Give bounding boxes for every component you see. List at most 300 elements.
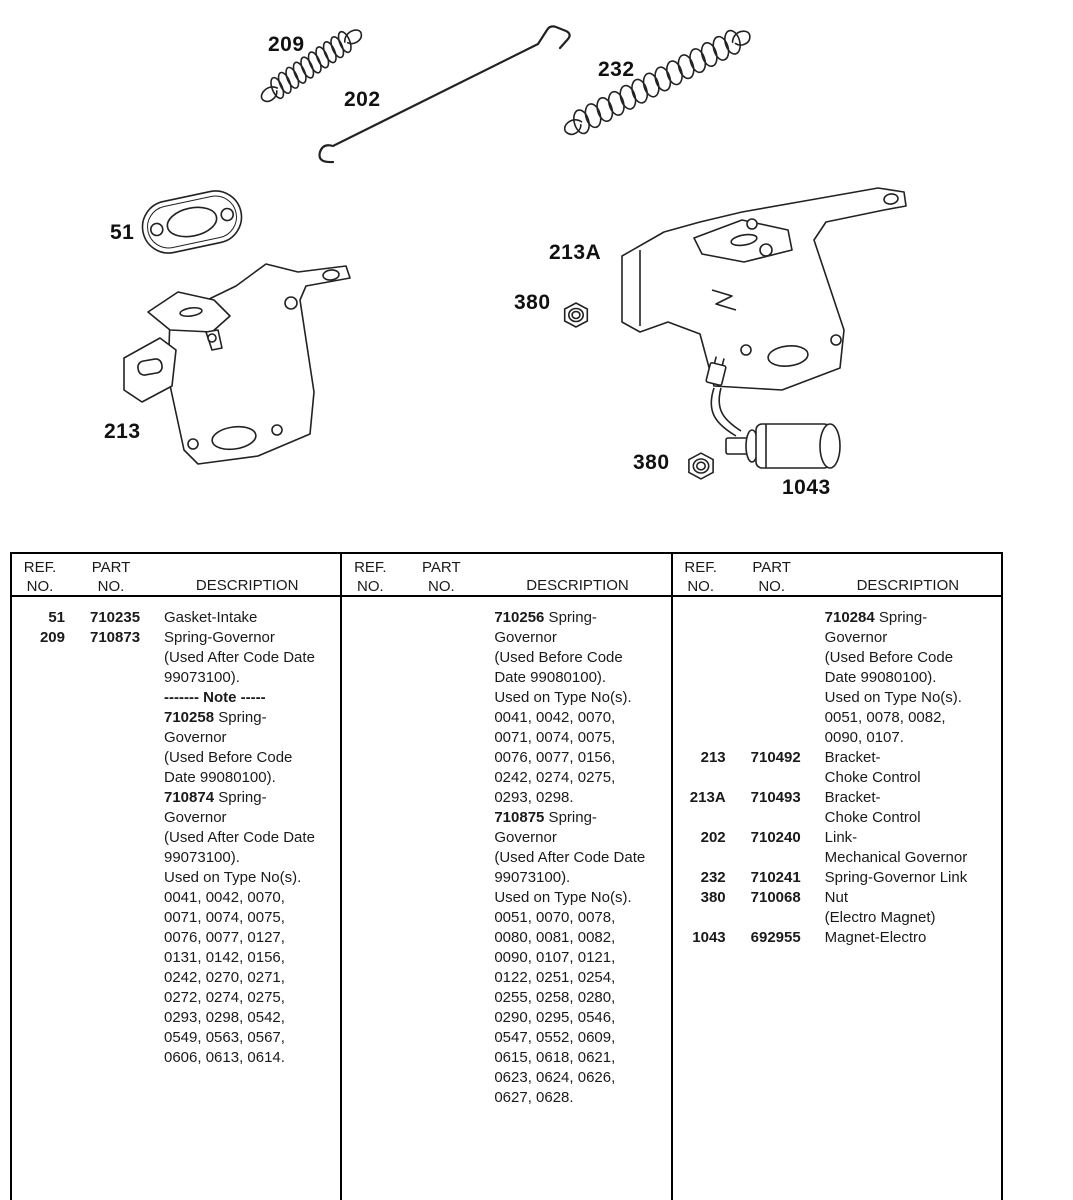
description: 0242, 0274, 0275, [494,769,616,786]
header-ref-line1: REF. [23,559,57,576]
table-row [12,988,340,1008]
ref-no [342,1068,398,1088]
ref-no [342,608,398,628]
description: Governor [164,809,227,826]
table-row [342,828,670,848]
part-no [398,688,484,708]
part-no [729,608,815,628]
description: 0627, 0628. [494,1089,574,1106]
ref-no [673,768,729,788]
table-row [673,708,1001,728]
part-no [398,988,484,1008]
table-row [342,748,670,768]
table-row [673,808,1001,828]
ref-no [342,788,398,808]
table-row [342,928,670,948]
part-no [68,768,154,788]
table-row [673,608,1001,628]
ref-no: 213A [689,789,726,806]
part-label-380-lower: 380 [633,451,670,474]
part-no [729,688,815,708]
description: (Used Before Code [824,649,954,666]
description: Choke Control [824,769,921,786]
table-row [342,1028,670,1048]
part-no [398,1048,484,1068]
description: Choke Control [824,809,921,826]
part-label-213: 213 [104,420,141,443]
part-no [398,868,484,888]
description: Date 99080100). [164,769,276,786]
table-row [342,868,670,888]
description: 710256 Spring- [494,609,597,626]
ref-no [12,808,68,828]
table-row [342,848,670,868]
description: 0051, 0078, 0082, [824,709,946,726]
description: 99073100). [494,869,571,886]
ref-no [12,908,68,928]
table-row [673,768,1001,788]
ref-no [673,688,729,708]
part-no [398,828,484,848]
header-ref-no [342,558,398,596]
table-row [12,948,340,968]
description: 710284 Spring- [824,609,928,626]
description: 0615, 0618, 0621, [494,1049,616,1066]
table-row [342,768,670,788]
part-no [68,1048,154,1068]
description: 0606, 0613, 0614. [164,1049,285,1066]
part-no [729,908,815,928]
description: Date 99080100). [824,669,937,686]
description: Link- [824,829,858,846]
table-row [12,788,340,808]
nut-380-lower-drawing [689,453,713,479]
description: 0041, 0042, 0070, [494,709,616,726]
part-label-51: 51 [110,221,135,244]
description: 0131, 0142, 0156, [164,949,285,966]
table-row [342,728,670,748]
ref-no: 51 [48,609,65,626]
table-row [673,688,1001,708]
description: 0090, 0107. [824,729,904,746]
part-no [398,668,484,688]
description: 0623, 0624, 0626, [494,1069,616,1086]
part-label-209: 209 [268,33,305,56]
ref-no [673,728,729,748]
part-no [68,728,154,748]
table-row [342,948,670,968]
part-no: 710240 [750,829,801,846]
header-part-no [729,558,815,596]
table-row [673,908,1001,928]
description: Gasket-Intake [164,609,258,626]
table-row [342,648,670,668]
header-part-line1: PART [422,559,461,576]
part-no: 692955 [750,929,801,946]
table-row [673,788,1001,808]
header-part-line1: PART [752,559,791,576]
description: 710875 Spring- [494,809,597,826]
ref-no [12,708,68,728]
ref-no: 1043 [692,929,726,946]
table-row [342,1008,670,1028]
ref-no [12,848,68,868]
ref-no [342,708,398,728]
ref-no [342,948,398,968]
ref-no [12,788,68,808]
part-no [729,648,815,668]
table-row [342,608,670,628]
part-no [68,828,154,848]
part-no: 710068 [750,889,801,906]
ref-no [342,908,398,928]
gasket-51-drawing [138,186,247,258]
description: 0122, 0251, 0254, [494,969,616,986]
ref-no: 209 [39,629,65,646]
table-row [342,708,670,728]
table-row [12,908,340,928]
ref-no [12,1028,68,1048]
part-no [398,608,484,628]
description: 0549, 0563, 0567, [164,1029,285,1046]
description: Governor [494,629,557,646]
table-row [342,668,670,688]
part-no [398,948,484,968]
table-row [342,988,670,1008]
part-no [68,988,154,1008]
ref-no [12,728,68,748]
ref-no [673,708,729,728]
table-row [342,1088,670,1108]
part-no [398,768,484,788]
ref-no: 380 [700,889,726,906]
part-no [68,1008,154,1028]
header-ref-line1: REF. [354,559,387,576]
bracket-213a-drawing [622,188,906,390]
parts-column [673,597,1001,948]
ref-no [12,1008,68,1028]
table-row [673,648,1001,668]
header-part-line1: PART [91,559,131,576]
table-row [673,888,1001,908]
ref-no [673,668,729,688]
bracket-213-drawing [124,264,350,464]
ref-no [342,888,398,908]
parts-column [342,597,670,1108]
header-part-line2: NO. [758,578,785,595]
description: 0041, 0042, 0070, [164,889,285,906]
description: Spring-Governor Link [824,869,968,886]
table-row [12,668,340,688]
description: 0071, 0074, 0075, [494,729,616,746]
description: 710874 Spring- [164,789,267,806]
part-no: 710873 [90,629,141,646]
ref-no [673,628,729,648]
part-no [398,848,484,868]
ref-no [342,668,398,688]
part-no [68,888,154,908]
description: 0071, 0074, 0075, [164,909,285,926]
ref-no [342,928,398,948]
part-no [398,708,484,728]
part-no: 710492 [750,749,801,766]
ref-no [12,948,68,968]
table-row [12,828,340,848]
part-no: 710493 [750,789,801,806]
description: Used on Type No(s). [824,689,962,706]
table-row [673,868,1001,888]
ref-no [673,808,729,828]
table-row [673,828,1001,848]
description: Governor [164,729,227,746]
ref-no [342,868,398,888]
part-no: 710241 [750,869,801,886]
header-part-line2: NO. [427,578,455,595]
description: 0090, 0107, 0121, [494,949,616,966]
ref-no [342,968,398,988]
part-label-213a: 213A [549,241,602,264]
ref-no [673,648,729,668]
part-no [398,888,484,908]
table-row [12,1008,340,1028]
part-no [68,848,154,868]
table-row [12,688,340,708]
ref-no [342,808,398,828]
table-row [342,968,670,988]
description: (Used Before Code [494,649,623,666]
part-no [398,908,484,928]
description: 99073100). [164,849,240,866]
part-no [68,708,154,728]
part-no [398,728,484,748]
description: Governor [824,629,888,646]
ref-no [673,848,729,868]
table-row [342,1048,670,1068]
ref-no [673,908,729,928]
ref-no [342,688,398,708]
part-no [68,808,154,828]
header-ref-no [673,558,729,596]
header-part-no [68,558,154,596]
header-ref-line2: NO. [356,578,384,595]
table-row [342,628,670,648]
ref-no [342,828,398,848]
table-header [12,554,340,597]
part-no [398,968,484,988]
description: 0076, 0077, 0156, [494,749,616,766]
part-no [398,1028,484,1048]
header-ref-line2: NO. [687,578,714,595]
part-no [398,928,484,948]
table-row [12,1028,340,1048]
table-row [342,1068,670,1088]
ref-no [342,1028,398,1048]
ref-no [12,868,68,888]
ref-no [12,968,68,988]
description: (Used After Code Date [494,849,646,866]
table-row [12,1048,340,1068]
part-no [398,1088,484,1108]
table-row [12,728,340,748]
part-no [729,668,815,688]
table-row [342,688,670,708]
part-label-232: 232 [598,58,635,81]
ref-no [12,748,68,768]
table-row [12,888,340,908]
part-no [729,808,815,828]
ref-no [12,668,68,688]
part-no [68,908,154,928]
ref-no [12,888,68,908]
description: Bracket- [824,749,881,766]
ref-no [342,728,398,748]
description: (Electro Magnet) [824,909,936,926]
part-no [398,808,484,828]
description: ------- Note ----- [164,689,266,706]
table-row [12,748,340,768]
table-row [673,728,1001,748]
ref-no [12,1048,68,1068]
ref-no [12,648,68,668]
description: (Used Before Code [164,749,293,766]
part-no [398,648,484,668]
table-row [673,628,1001,648]
ref-no: 232 [700,869,726,886]
header-ref-line2: NO. [26,578,54,595]
ref-no [342,768,398,788]
description: Used on Type No(s). [494,689,632,706]
table-row [12,768,340,788]
description: 0051, 0070, 0078, [494,909,616,926]
table-row [342,788,670,808]
header-description: DESCRIPTION [856,577,960,594]
description: Used on Type No(s). [494,889,632,906]
part-no [398,628,484,648]
description: Bracket- [824,789,881,806]
nut-380-upper-drawing [565,303,588,327]
part-no [68,928,154,948]
ref-no [342,1048,398,1068]
part-no [68,948,154,968]
ref-no [342,1088,398,1108]
part-no [398,788,484,808]
part-no [68,648,154,668]
parts-table-column-3 [673,554,1001,1200]
part-no [68,748,154,768]
header-description: DESCRIPTION [195,577,299,594]
description: Magnet-Electro [824,929,927,946]
header-part-no [398,558,484,596]
description: 0255, 0258, 0280, [494,989,616,1006]
description: 0290, 0295, 0546, [494,1009,616,1026]
description: 0293, 0298. [494,789,574,806]
part-no [68,868,154,888]
table-row [342,808,670,828]
ref-no [673,608,729,628]
header-ref-no [12,558,68,596]
description: 0080, 0081, 0082, [494,929,616,946]
table-row [342,908,670,928]
table-row [673,848,1001,868]
header-description: DESCRIPTION [526,577,629,594]
table-row [12,628,340,648]
table-row [12,848,340,868]
part-no [68,668,154,688]
description: 0293, 0298, 0542, [164,1009,285,1026]
part-no [398,1008,484,1028]
description: 0242, 0270, 0271, [164,969,285,986]
table-row [12,928,340,948]
part-no [729,628,815,648]
description: 99073100). [164,669,240,686]
table-row [12,968,340,988]
ref-no [342,1008,398,1028]
table-row [12,608,340,628]
description: Nut [824,889,848,906]
ref-no: 202 [700,829,726,846]
description: 710258 Spring- [164,709,267,726]
header-part-line2: NO. [97,578,125,595]
description: Date 99080100). [494,669,607,686]
parts-column [12,597,340,1068]
part-no: 710235 [90,609,141,626]
ref-no [12,828,68,848]
parts-illustration-area [0,0,1073,552]
part-label-202: 202 [344,88,381,111]
table-row [12,708,340,728]
description: (Used After Code Date [164,649,315,666]
table-row [12,868,340,888]
spring-232-drawing [559,22,755,142]
table-row [673,668,1001,688]
part-no [68,968,154,988]
part-no [68,688,154,708]
description: (Used After Code Date [164,829,315,846]
table-row [12,648,340,668]
table-row [12,808,340,828]
description: 0547, 0552, 0609, [494,1029,616,1046]
ref-no [342,648,398,668]
part-no [68,1028,154,1048]
part-label-1043: 1043 [782,476,831,499]
parts-table-column-2 [342,554,672,1200]
ref-no [12,688,68,708]
table-row [342,888,670,908]
part-no [729,848,815,868]
table-row [673,748,1001,768]
description: 0076, 0077, 0127, [164,929,285,946]
description: 0272, 0274, 0275, [164,989,285,1006]
part-no [68,788,154,808]
header-ref-line1: REF. [684,559,717,576]
ref-no [342,988,398,1008]
description: Used on Type No(s). [164,869,302,886]
parts-table [10,552,1003,1200]
parts-table-column-1 [12,554,342,1200]
part-no [729,708,815,728]
table-header [673,554,1001,597]
ref-no [12,988,68,1008]
description: Mechanical Governor [824,849,968,866]
parts-illustration [0,0,1073,552]
description: Spring-Governor [164,629,275,646]
part-no [729,728,815,748]
ref-no [342,748,398,768]
ref-no [12,928,68,948]
description: Governor [494,829,557,846]
part-no [398,748,484,768]
ref-no [12,768,68,788]
